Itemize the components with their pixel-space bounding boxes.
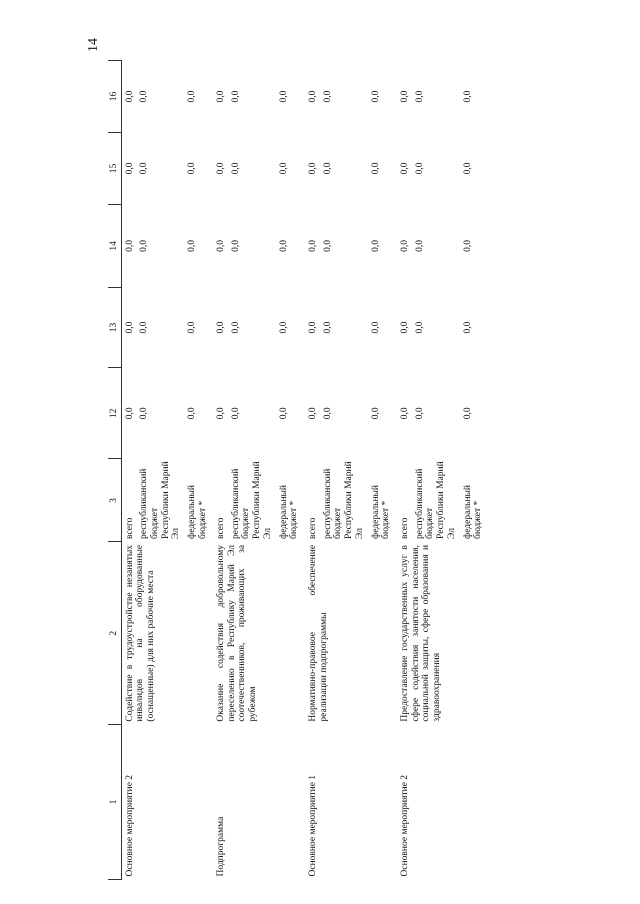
funding-source-label: федеральный бюджет * — [278, 484, 300, 539]
value-column-16 — [121, 61, 213, 133]
value-cell: 0,0 — [278, 407, 289, 420]
funding-source-label: всего — [216, 517, 227, 539]
value-cell: 0,0 — [278, 321, 289, 334]
header-col-1: 1 — [108, 725, 121, 880]
value-column-15 — [213, 132, 305, 204]
value-cell: 0,0 — [230, 90, 241, 103]
row-category: Подпрограмма — [216, 816, 227, 877]
page-number: 14 — [86, 38, 101, 52]
header-col-14: 14 — [108, 204, 121, 287]
value-column-13 — [397, 287, 489, 367]
value-cell: 0,0 — [124, 162, 135, 175]
funding-source-label: всего — [124, 517, 135, 539]
value-column-13 — [305, 287, 397, 367]
value-cell: 0,0 — [462, 239, 473, 252]
value-column-16 — [213, 61, 305, 133]
value-cell: 0,0 — [414, 321, 425, 334]
funding-source-label: республиканский бюджет Республики Марий Эл — [322, 461, 365, 539]
table-row — [213, 61, 305, 880]
value-cell: 0,0 — [462, 321, 473, 334]
value-cell: 0,0 — [278, 90, 289, 103]
row-sources — [397, 459, 489, 542]
row-sources — [121, 459, 213, 542]
value-column-15 — [305, 132, 397, 204]
value-cell: 0,0 — [308, 407, 319, 420]
value-cell: 0,0 — [322, 239, 333, 252]
value-cell: 0,0 — [124, 321, 135, 334]
header-row — [108, 61, 121, 880]
value-cell: 0,0 — [322, 162, 333, 175]
value-cell: 0,0 — [462, 407, 473, 420]
value-cell: 0,0 — [230, 162, 241, 175]
value-cell: 0,0 — [216, 162, 227, 175]
value-cell: 0,0 — [124, 239, 135, 252]
value-cell: 0,0 — [414, 90, 425, 103]
row-description: Содействие в трудоустройстве незанятых инвалидов на оборудованные (оснащенные) для них рабочие места — [124, 544, 156, 722]
row-description: Предоставление государственных услуг в сфере содействия занятости населения, социальной защиты, сфере образования и здравоохранения — [400, 544, 442, 722]
row-sources — [213, 459, 305, 542]
value-cell: 0,0 — [278, 239, 289, 252]
funding-source-label: всего — [400, 517, 411, 539]
value-column-15 — [121, 132, 213, 204]
funding-source-label: федеральный бюджет * — [462, 484, 484, 539]
value-cell: 0,0 — [414, 239, 425, 252]
value-cell: 0,0 — [187, 90, 198, 103]
header-col-15: 15 — [108, 132, 121, 204]
value-cell: 0,0 — [370, 407, 381, 420]
funding-source-label: республиканский бюджет Республики Марий Эл — [414, 461, 457, 539]
value-cell: 0,0 — [308, 90, 319, 103]
header-col-2: 2 — [108, 542, 121, 725]
budget-table — [108, 60, 489, 880]
row-sources — [305, 459, 397, 542]
value-cell: 0,0 — [322, 407, 333, 420]
value-cell: 0,0 — [400, 407, 411, 420]
header-col-13: 13 — [108, 287, 121, 367]
value-cell: 0,0 — [139, 90, 150, 103]
value-cell: 0,0 — [216, 321, 227, 334]
table-row — [121, 61, 213, 880]
header-col-3: 3 — [108, 459, 121, 542]
value-cell: 0,0 — [370, 90, 381, 103]
table-row — [305, 61, 397, 880]
value-cell: 0,0 — [308, 239, 319, 252]
value-cell: 0,0 — [370, 239, 381, 252]
row-category: Основное мероприятие 2 — [124, 774, 135, 877]
value-cell: 0,0 — [187, 162, 198, 175]
value-cell: 0,0 — [462, 90, 473, 103]
value-cell: 0,0 — [414, 162, 425, 175]
value-cell: 0,0 — [139, 239, 150, 252]
value-cell: 0,0 — [370, 162, 381, 175]
value-column-16 — [305, 61, 397, 133]
value-cell: 0,0 — [216, 90, 227, 103]
value-cell: 0,0 — [462, 162, 473, 175]
row-description: Нормативно-правовое обеспечение реализации подпрограммы — [308, 544, 329, 722]
value-cell: 0,0 — [322, 321, 333, 334]
row-category: Основное мероприятие 2 — [400, 774, 411, 877]
value-cell: 0,0 — [139, 162, 150, 175]
value-cell: 0,0 — [216, 407, 227, 420]
rotated-table-container — [108, 60, 598, 880]
value-cell: 0,0 — [124, 407, 135, 420]
header-col-12: 12 — [108, 368, 121, 459]
value-column-12 — [213, 368, 305, 459]
value-column-14 — [213, 204, 305, 287]
value-cell: 0,0 — [139, 407, 150, 420]
value-cell: 0,0 — [187, 321, 198, 334]
value-cell: 0,0 — [370, 321, 381, 334]
value-cell: 0,0 — [230, 239, 241, 252]
value-column-13 — [121, 287, 213, 367]
value-column-15 — [397, 132, 489, 204]
value-column-14 — [121, 204, 213, 287]
value-cell: 0,0 — [400, 239, 411, 252]
funding-source-label: федеральный бюджет * — [187, 484, 208, 539]
value-cell: 0,0 — [187, 407, 198, 420]
value-cell: 0,0 — [278, 162, 289, 175]
value-cell: 0,0 — [322, 90, 333, 103]
value-column-12 — [121, 368, 213, 459]
funding-source-label: всего — [308, 517, 319, 539]
value-cell: 0,0 — [308, 321, 319, 334]
value-cell: 0,0 — [230, 321, 241, 334]
value-cell: 0,0 — [400, 90, 411, 103]
value-cell: 0,0 — [216, 239, 227, 252]
funding-source-label: республиканский бюджет Республики Марий Эл — [230, 461, 273, 539]
value-column-12 — [397, 368, 489, 459]
value-cell: 0,0 — [230, 407, 241, 420]
value-cell: 0,0 — [124, 90, 135, 103]
value-column-16 — [397, 61, 489, 133]
value-cell: 0,0 — [308, 162, 319, 175]
value-column-13 — [213, 287, 305, 367]
value-column-14 — [305, 204, 397, 287]
value-cell: 0,0 — [187, 239, 198, 252]
value-column-12 — [305, 368, 397, 459]
value-cell: 0,0 — [400, 321, 411, 334]
funding-source-label: федеральный бюджет * — [370, 484, 392, 539]
value-cell: 0,0 — [139, 321, 150, 334]
value-cell: 0,0 — [414, 407, 425, 420]
funding-source-label: республиканский бюджет Республики Марий Эл — [139, 461, 182, 539]
value-column-14 — [397, 204, 489, 287]
value-cell: 0,0 — [400, 162, 411, 175]
row-description: Оказание содействия добровольному переселению в Республику Марий Эл соотечественников, проживающих за рубежом — [216, 544, 258, 722]
row-category: Основное мероприятие 1 — [308, 774, 319, 877]
table-row — [397, 61, 489, 880]
header-col-16: 16 — [108, 61, 121, 133]
